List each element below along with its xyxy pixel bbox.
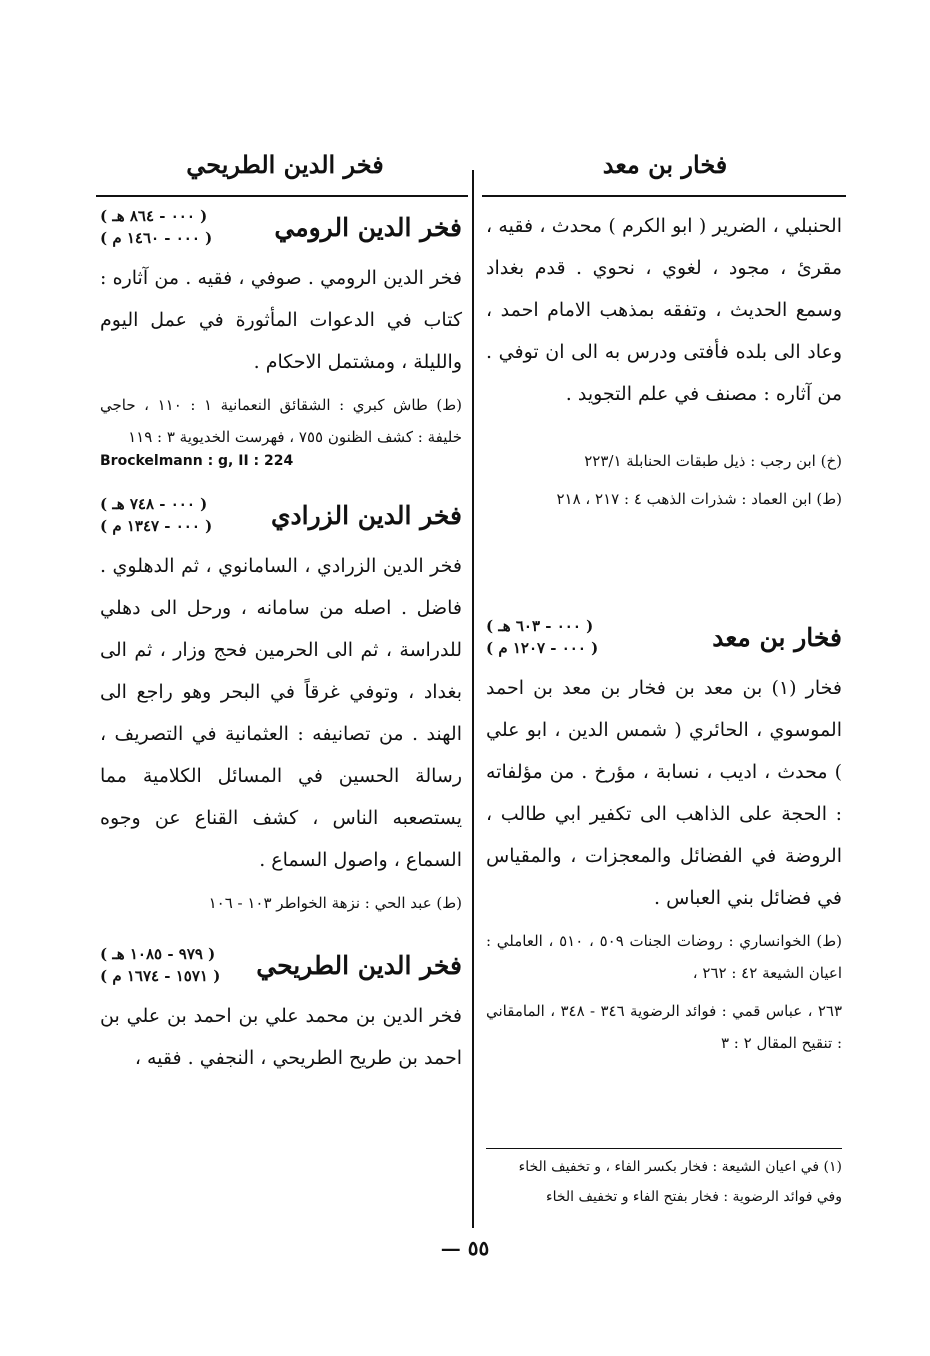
dates-gregorian: ( ٠٠٠ - ١٣٤٧ م )	[100, 517, 213, 535]
entry-dates	[100, 943, 220, 987]
footnote-line: (١) في اعيان الشيعة : فخار بكسر الفاء ، و تخفيف الخاء	[518, 1159, 842, 1175]
header-rule-left	[96, 195, 468, 197]
entry-name: فخار بن معد	[712, 622, 842, 652]
dates-gregorian: ( ٠٠٠ - ١٢٠٧ م )	[486, 639, 599, 657]
latin-reference: Brockelmann : g, II : 224	[100, 453, 294, 469]
entry-body: فخر الدين الزرادي ، السامانوي ، ثم الدهلوي . فاضل . اصله من سامانه ، ورحل الى دهلي للدراسة ، ثم الى الحرمين فحج وزار ، ثم الى بغداد ، وتوفي غرقاً في البحر وهو راجع الى الهند . من تصانيفه : العثمانية في التصريف ، رسالة الحسين في المسائل الكلامية مما يستصعبه الناس ، كشف القناع عن وجوه السماع ، واصول السماع .	[100, 555, 462, 871]
page-number: — ٥٥	[440, 1236, 490, 1260]
running-header-right: فخار بن معد	[602, 150, 728, 179]
reference-line: (ط) الخوانساري : روضات الجنات ٥٠٩ ، ٥١٠ ، العاملي : اعيان الشيعة ٤٢ : ٢٦٢ ،	[486, 932, 842, 982]
column-divider	[472, 170, 474, 1228]
entry-name: فخر الدين الزرادي	[270, 500, 462, 530]
dates-hijri: ( ٩٧٩ - ١٠٨٥ هـ )	[100, 945, 216, 963]
dates-gregorian: ( ٠٠٠ - ١٤٦٠ م )	[100, 229, 213, 247]
entry-name: فخر الدين الرومي	[274, 212, 462, 242]
footnote	[486, 1152, 842, 1212]
running-header-left: فخر الدين الطريحي	[186, 150, 384, 179]
entry-body: فخر الدين الرومي . صوفي ، فقيه . من آثاره : كتاب في الدعوات المأثورة في عمل اليوم والليلة ، ومشتمل الاحكام .	[100, 267, 462, 373]
dates-hijri: ( ٠٠٠ - ٧٤٨ هـ )	[100, 495, 208, 513]
entry-dates	[100, 493, 212, 537]
header-rule-right	[482, 195, 846, 197]
reference-line: (ط) ابن العماد : شذرات الذهب ٤ : ٢١٧ ، ٢١٨	[556, 490, 842, 508]
reference-line: ٢٦٣ ، عباس قمي : فوائد الرضوية ٣٤٦ - ٣٤٨ ، المامقاني : تنقيح المقال ٢ : ٣	[486, 1002, 842, 1052]
reference-line: (ط) طاش كبري : الشقائق النعمانية ١ : ١١٠ ، حاجي خليفة : كشف الظنون ٧٥٥ ، فهرست الخديوية ٣ : ١١٩	[100, 396, 462, 446]
continuation-text: الحنبلي ، الضرير ( ابو الكرم ) محدث ، فقيه ، مقرئ ، مجود ، لغوي ، نحوي . قدم بغداد وسمع الحديث ، وتفقه بمذهب الامام احمد ، وعاد الى بلده فأفتى ودرس به الى ان توفي . من آثاره : مصنف في علم التجويد .	[486, 215, 842, 405]
right-column	[486, 205, 842, 1059]
entry-body: فخار (١) بن معد بن فخار بن معد بن احمد الموسوي ، الحائري ( شمس الدين ، ابو علي ) محدث ، اديب ، نسابة ، مؤرخ . من مؤلفاته : الحجة على الذاهب الى تكفير ابي طالب ، الروضة في الفضائل والمعجزات ، والمقياس في فضائل بني العباس .	[486, 677, 842, 909]
reference-line: (خ) ابن رجب : ذيل طبقات الحنابلة ٢٢٣/١	[584, 452, 842, 470]
dates-gregorian: ( ١٥٧١ - ١٦٧٤ م )	[100, 967, 221, 985]
footnote-rule	[486, 1148, 842, 1149]
reference-line: (ط) عبد الحي : نزهة الخواطر ١٠٣ - ١٠٦	[208, 894, 462, 912]
entry-heading	[486, 615, 842, 659]
entry-name: فخر الدين الطريحي	[256, 950, 462, 980]
entry-dates	[486, 615, 598, 659]
dates-hijri: ( ٠٠٠ - ٨٦٤ هـ )	[100, 207, 208, 225]
dates-hijri: ( ٠٠٠ - ٦٠٣ هـ )	[486, 617, 594, 635]
entry-heading	[100, 493, 462, 537]
entry-heading	[100, 943, 462, 987]
entry-heading	[100, 205, 462, 249]
entry-body: فخر الدين بن محمد علي بن احمد بن علي بن احمد بن طريح الطريحي ، النجفي . فقيه ،	[100, 1005, 462, 1069]
footnote-line: وفي فوائد الرضوية : فخار بفتح الفاء و تخفيف الخاء	[546, 1189, 842, 1205]
entry-dates	[100, 205, 212, 249]
left-column	[100, 205, 462, 1079]
